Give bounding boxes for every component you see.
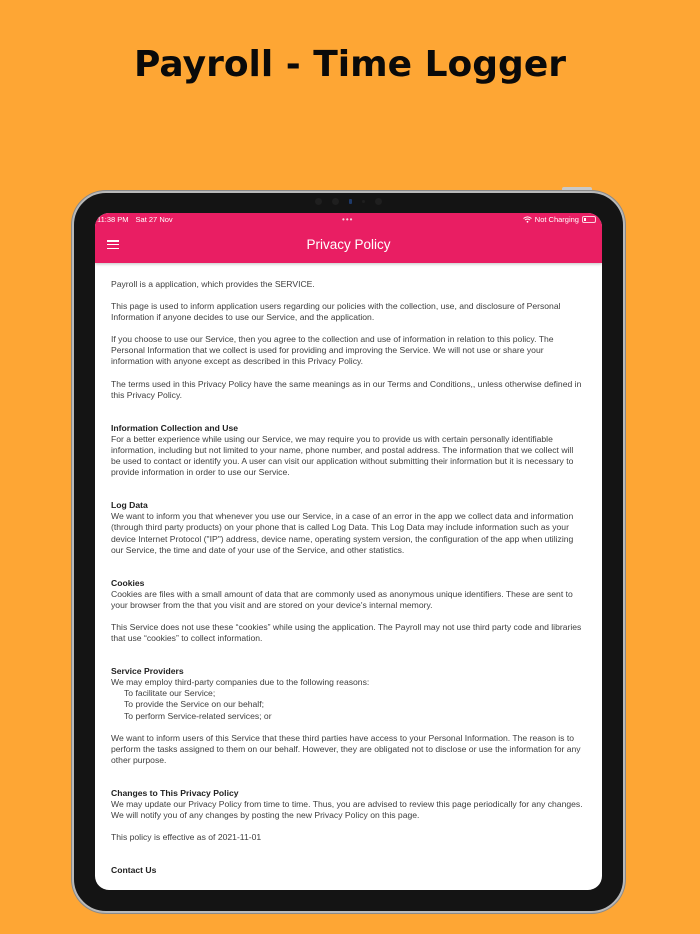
section-changes <box>111 788 585 843</box>
section-cookies <box>111 578 585 644</box>
camera-lens-icon <box>349 199 352 204</box>
status-right <box>523 215 596 224</box>
status-time: 11:38 PM <box>97 215 129 224</box>
intro-paragraph: Payroll is a application, which provides the SERVICE. <box>111 279 315 289</box>
intro-paragraph: If you choose to use our Service, then you agree to the collection and use of information in relation to this policy. The Personal Information that we collect is used for providing and improving the Service. We will not use or share your information with anyone except as described in this Privacy Policy. <box>111 334 554 367</box>
sensor-icon <box>362 200 365 203</box>
app-screen <box>95 213 602 890</box>
section-paragraph: We want to inform users of this Service that these third parties have access to your Personal Information. The reason is to perform the tasks assigned to them on our behalf. However, they are obligated not to disclose or use the information for any other purpose. <box>111 732 581 765</box>
section-heading: Changes to This Privacy Policy <box>111 787 239 798</box>
battery-level <box>584 218 586 221</box>
toolbar <box>95 226 602 263</box>
section-information-collection <box>111 423 585 478</box>
section-heading: Information Collection and Use <box>111 422 239 433</box>
list-item: To facilitate our Service; <box>124 688 216 699</box>
section-heading-contact: Contact Us <box>111 865 157 876</box>
section-lead: We may employ third-party companies due to the following reasons: <box>111 677 370 688</box>
sensor-icon <box>315 198 322 205</box>
page-title: Privacy Policy <box>306 237 391 252</box>
effective-date: This policy is effective as of 2021-11-01 <box>111 832 262 843</box>
app-bar <box>95 213 602 263</box>
list-item: To provide the Service on our behalf; <box>124 699 264 710</box>
list-item: To perform Service-related services; or <box>124 710 272 721</box>
intro-paragraph: This page is used to inform application users regarding our policies with the collection, use, and disclosure of Personal Information if anyone decides to use our Service, and the application. <box>111 301 561 323</box>
sensor-icon <box>375 198 382 205</box>
section-heading: Log Data <box>111 500 148 511</box>
charging-status: Not Charging <box>534 215 579 224</box>
section-paragraph: We may update our Privacy Policy from time to time. Thus, you are advised to review this page periodically for any changes. We will notify you of any changes by posting the new Privacy Policy on this page. <box>111 799 583 821</box>
wifi-icon <box>523 216 532 223</box>
section-heading: Service Providers <box>111 666 184 677</box>
status-bar <box>95 213 602 226</box>
intro-paragraph: The terms used in this Privacy Policy have the same meanings as in our Terms and Conditions,, unless otherwise defined in this Privacy Policy. <box>111 378 582 400</box>
multitask-indicator[interactable]: ••• <box>342 215 354 224</box>
section-paragraph: This Service does not use these “cookies” while using the application. The Payroll may not use third party code and libraries that use “cookies” to collect information. <box>111 621 582 644</box>
hamburger-menu-icon[interactable] <box>107 240 119 249</box>
sensor-icon <box>332 198 339 205</box>
section-paragraph: Cookies are files with a small amount of data that are commonly used as anonymous unique identifiers. These are sent to your browser from the that you visit and are stored on your device's internal memory. <box>111 588 573 610</box>
section-paragraph: We want to inform you that whenever you use our Service, in a case of an error in the app we collect data and information (through third party products) on your phone that is called Log Data. This Log Data may include information such as your device Internet Protocol ("IP") address, device name, operating system version, the configuration of the app when utilizing our Service, the time and date of your use of the Service, and other statistics. <box>111 511 574 555</box>
section-heading: Cookies <box>111 577 145 588</box>
camera-array <box>74 198 623 205</box>
privacy-policy-content[interactable] <box>95 263 602 876</box>
status-left <box>97 215 173 224</box>
section-log-data <box>111 500 585 555</box>
promo-title: Payroll - Time Logger <box>134 44 566 85</box>
status-date: Sat 27 Nov <box>135 215 173 224</box>
battery-icon <box>582 216 596 223</box>
section-service-providers <box>111 666 585 766</box>
section-paragraph: For a better experience while using our Service, we may require you to provide us with certain personally identifiable information, including but not limited to your name, phone number, and postal address. The information that we collect will be used to contact or identify you. A user can visit our application without submitting their information but it is necessary to provide information in order to use our Service. <box>111 433 574 478</box>
